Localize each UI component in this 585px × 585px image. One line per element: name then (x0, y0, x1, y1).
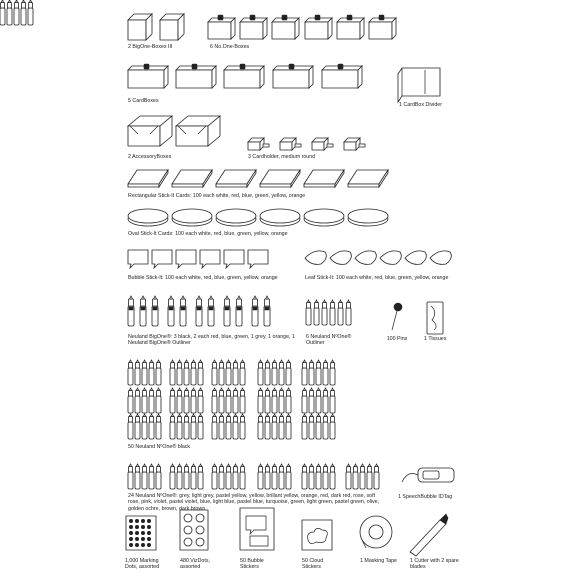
caption-rect-cards: Rectangular Stick-It Cards: 100 each white, red, blue, green, yellow, orange (128, 193, 306, 199)
bubble-sticker-icon (240, 508, 274, 550)
cardbox-icon (128, 64, 362, 88)
caption-cardholder: 3 Cardholder, medium round (248, 154, 316, 160)
accessory-box-icon (128, 116, 220, 146)
vizdots-icon (180, 510, 208, 550)
caption-cardbox-divider: 1 CardBox Divider (399, 102, 442, 108)
caption-bubble: Bubble Stick-It: 100 each white, red, blue, green, yellow, orange (128, 275, 278, 281)
caption-no-one-outliner: 6 Neuland NºOne® Outliner (306, 334, 352, 347)
caption-no-one-boxes: 6 No.One-Boxes (210, 44, 250, 50)
caption-speechbubble: 1 SpeechBubble IDTag (398, 494, 453, 500)
caption-bigone-boxes: 2 BigOne-Boxes III (128, 44, 173, 50)
caption-leaf: Leaf Stick-It: 100 each white, red, blue, green, yellow, orange (305, 275, 449, 281)
cutter-icon (410, 514, 448, 556)
caption-oval-cards: Oval Stick-It Cards: 100 each white, red, blue, green, yellow, orange (128, 231, 288, 237)
cardholder-icon (248, 138, 365, 150)
no-one-box-icon (208, 15, 396, 39)
marker-icon (128, 296, 270, 326)
marking-dots-icon (126, 516, 156, 550)
caption-tissues: 1 Tissues (424, 336, 447, 342)
no-one-color-markers (128, 464, 379, 489)
speechbubble-tag-icon (402, 468, 454, 482)
caption-no-one-black: 50 Neuland NºOne® black (128, 444, 191, 450)
leaf-card-icon (305, 251, 451, 265)
tissues-icon (427, 302, 443, 334)
caption-no-one-colors: 24 Neuland NºOne®: grey, light grey, pastel yellow, yellow, brillant yellow, orange, red, dark red, rose, soft rose, pink, violet, pastel violet, blue, light blue, pastel blue, turquoise, green, light green, pastel green, olive, golden ochre, brown, dark brown (128, 493, 380, 512)
caption-masking-tape: 1 Masking Tape (360, 558, 398, 564)
bubble-card-icon (128, 250, 268, 268)
caption-cutter: 1 Cutter with 2 spare blades (410, 558, 459, 571)
oval-card-icon (128, 209, 388, 226)
caption-bubble-stickers: 50 Bubble Stickers (240, 558, 264, 571)
caption-vizdots: 480 VizDots, assorted (180, 558, 210, 571)
caption-marking-dots: 1,000 Marking Dots, assorted (125, 558, 160, 571)
masking-tape-icon (360, 516, 392, 548)
cardbox-divider-icon (398, 68, 440, 102)
caption-cloud-stickers: 50 Cloud Stickers (302, 558, 324, 571)
caption-cardboxes: 5 CardBoxes (128, 98, 159, 104)
pin-icon (392, 303, 402, 330)
outliner-marker-icon (306, 300, 351, 325)
bigone-box-icon (128, 14, 184, 40)
rect-card-icon (128, 170, 388, 187)
caption-pins: 100 Pins (386, 336, 408, 342)
caption-neuland-bigone: Neuland BigOne®: 3 black, 2 each red, blue, green, 1 grey, 1 orange, 1 Neuland BigOne® Outliner (128, 334, 295, 347)
cloud-sticker-icon (302, 520, 332, 550)
caption-accessory-boxes: 2 AccessoryBoxes (128, 154, 172, 160)
